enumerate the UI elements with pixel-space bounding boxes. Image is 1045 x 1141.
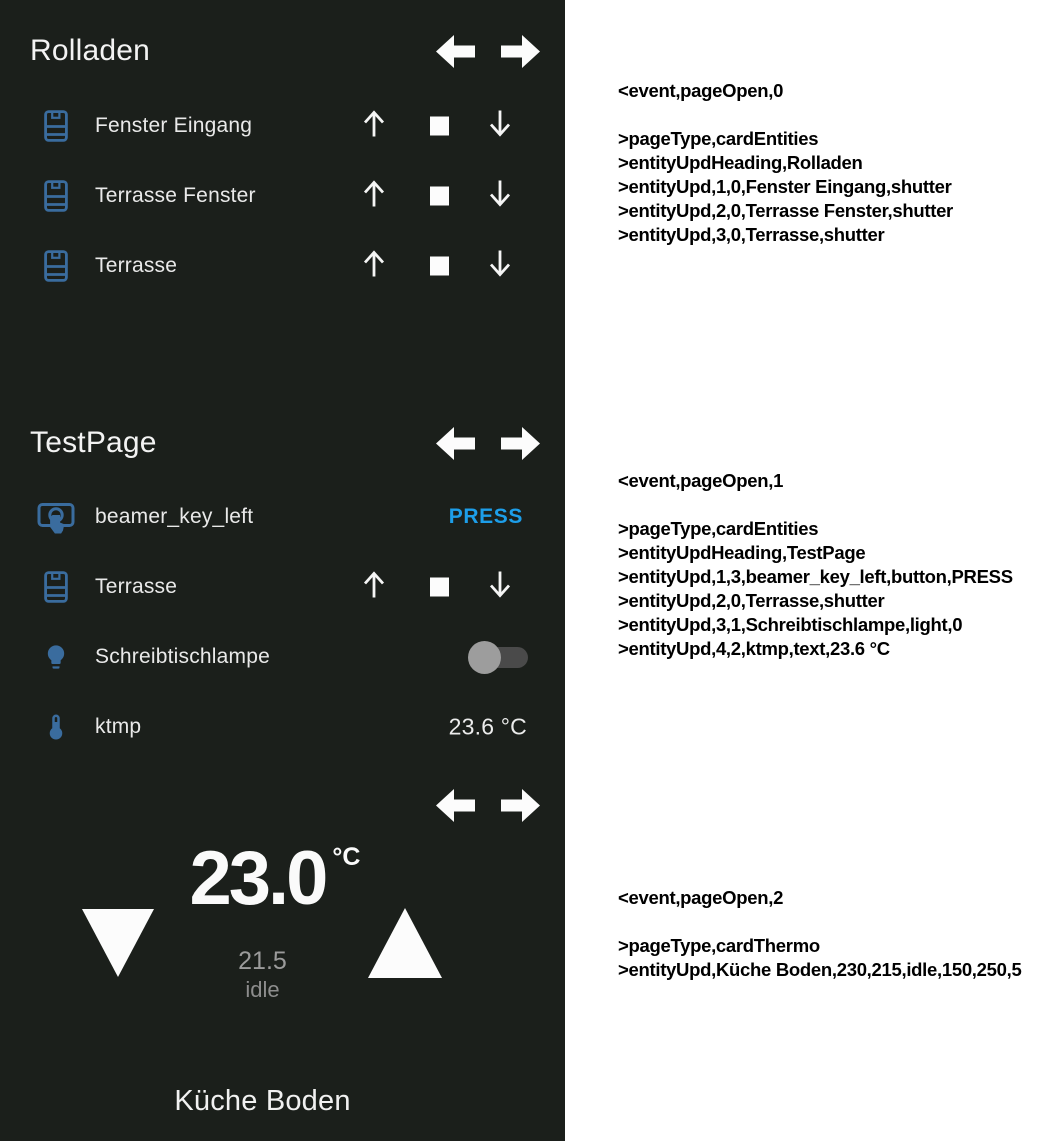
light-toggle-off[interactable] xyxy=(468,640,528,674)
current-temperature-value: 23.0 xyxy=(189,836,326,921)
current-temperature xyxy=(0,836,550,921)
lightbulb-icon xyxy=(36,643,76,671)
shutter-stop-icon[interactable] xyxy=(430,187,449,206)
entity-row-ktmp xyxy=(0,698,565,756)
shutter-stop-icon[interactable] xyxy=(430,117,449,136)
page-nav xyxy=(436,427,540,460)
thermometer-icon xyxy=(36,712,76,742)
entity-label: Terrasse xyxy=(95,575,178,598)
log-line: >entityUpdHeading,TestPage xyxy=(618,542,866,563)
log-block-page0 xyxy=(618,79,1038,247)
log-line: >entityUpd,3,1,Schreibtischlampe,light,0 xyxy=(618,614,963,635)
shutter-up-icon[interactable] xyxy=(361,248,387,285)
arrow-right-icon[interactable] xyxy=(501,35,540,68)
page-title: TestPage xyxy=(30,426,157,459)
arrow-left-icon[interactable] xyxy=(436,35,475,68)
log-line: >entityUpd,2,0,Terrasse Fenster,shutter xyxy=(618,200,953,221)
toggle-knob xyxy=(468,641,501,674)
hvac-state: idle xyxy=(245,977,280,1002)
shutter-down-icon[interactable] xyxy=(487,569,513,606)
log-line: >entityUpd,4,2,ktmp,text,23.6 °C xyxy=(618,638,890,659)
shutter-up-icon[interactable] xyxy=(361,569,387,606)
log-gap xyxy=(618,103,1038,127)
page-nav xyxy=(436,789,540,822)
entity-row-fenster-eingang xyxy=(0,97,565,155)
arrow-left-icon[interactable] xyxy=(436,427,475,460)
shutter-up-icon[interactable] xyxy=(361,108,387,145)
card-testpage-header xyxy=(30,420,540,466)
log-line: >entityUpdHeading,Rolladen xyxy=(618,152,863,173)
shutter-down-icon[interactable] xyxy=(487,248,513,285)
target-temperature: 21.5 xyxy=(238,947,287,975)
card-rolladen-header xyxy=(30,28,540,74)
entity-row-schreibtischlampe xyxy=(0,628,565,686)
log-line: >entityUpd,3,0,Terrasse,shutter xyxy=(618,224,885,245)
window-shutter-icon xyxy=(36,180,76,212)
entity-row-beamer-key-left xyxy=(0,488,565,546)
thermostat-title: Küche Boden xyxy=(174,1085,351,1117)
entity-label: Terrasse Fenster xyxy=(95,184,256,207)
temperature-value: 23.6 °C xyxy=(448,713,527,740)
entity-label: Terrasse xyxy=(95,254,178,277)
entity-row-terrasse-fenster xyxy=(0,167,565,225)
log-line: >pageType,cardEntities xyxy=(618,128,819,149)
window-shutter-icon xyxy=(36,571,76,603)
arrow-right-icon[interactable] xyxy=(501,427,540,460)
log-line: >entityUpd,1,3,beamer_key_left,button,PRESS xyxy=(618,566,1013,587)
shutter-stop-icon[interactable] xyxy=(430,578,449,597)
gesture-tap-button-icon xyxy=(36,500,76,534)
arrow-right-icon[interactable] xyxy=(501,789,540,822)
log-line: >entityUpd,Küche Boden,230,215,idle,150,250,5 xyxy=(618,959,1022,980)
entity-row-terrasse-2 xyxy=(0,558,565,616)
temperature-unit: °C xyxy=(332,843,361,871)
page-nav xyxy=(436,35,540,68)
page-title: Rolladen xyxy=(30,34,151,67)
entity-label: Schreibtischlampe xyxy=(95,645,270,668)
card-thermo-header xyxy=(30,782,540,828)
log-block-page2 xyxy=(618,886,1038,982)
entity-row-terrasse xyxy=(0,237,565,295)
shutter-up-icon[interactable] xyxy=(361,178,387,215)
log-block-page1 xyxy=(618,469,1038,661)
window-shutter-icon xyxy=(36,250,76,282)
shutter-stop-icon[interactable] xyxy=(430,257,449,276)
log-line: >entityUpd,2,0,Terrasse,shutter xyxy=(618,590,885,611)
window-shutter-icon xyxy=(36,110,76,142)
log-event-line: <event,pageOpen,2 xyxy=(618,887,784,908)
entity-label: ktmp xyxy=(95,715,142,738)
log-event-line: <event,pageOpen,0 xyxy=(618,80,784,101)
log-gap xyxy=(618,910,1038,934)
log-line: >pageType,cardThermo xyxy=(618,935,820,956)
shutter-down-icon[interactable] xyxy=(487,108,513,145)
shutter-down-icon[interactable] xyxy=(487,178,513,215)
log-line: >pageType,cardEntities xyxy=(618,518,819,539)
log-gap xyxy=(618,493,1038,517)
entity-label: beamer_key_left xyxy=(95,505,254,528)
log-event-line: <event,pageOpen,1 xyxy=(618,470,784,491)
press-button[interactable]: PRESS xyxy=(448,505,523,528)
arrow-left-icon[interactable] xyxy=(436,789,475,822)
entity-label: Fenster Eingang xyxy=(95,114,253,137)
log-line: >entityUpd,1,0,Fenster Eingang,shutter xyxy=(618,176,952,197)
